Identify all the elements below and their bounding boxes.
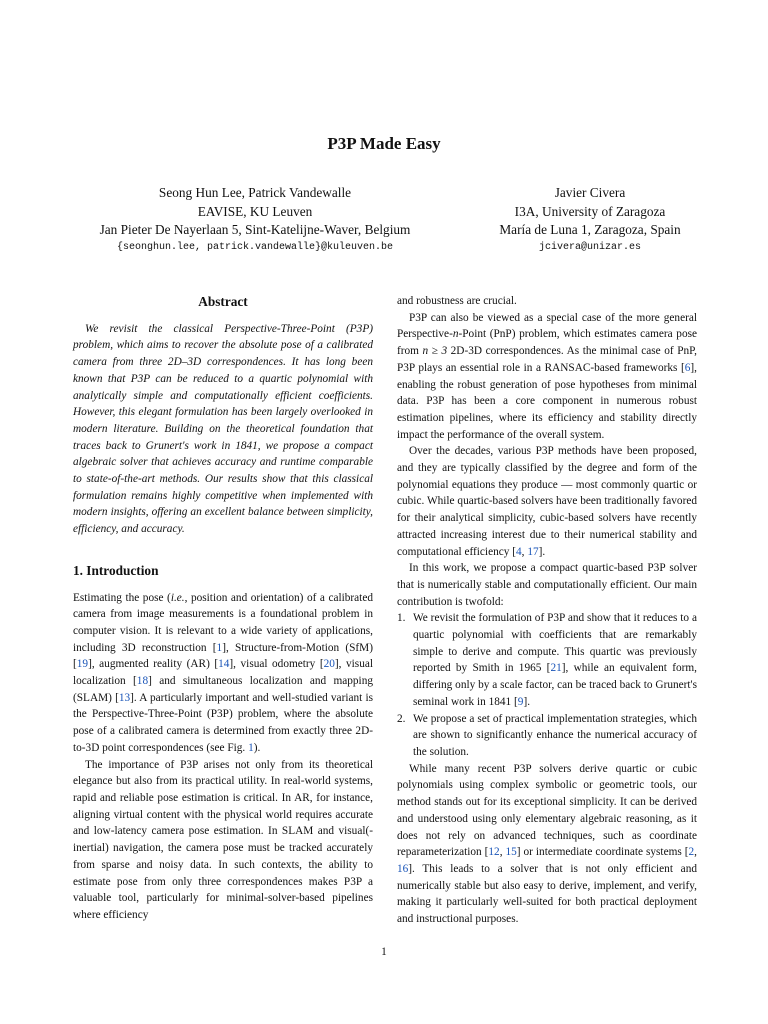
citation-link[interactable]: 17	[527, 545, 539, 558]
text-span: ], augmented reality (AR) [	[88, 658, 219, 671]
text-span: P3P can also be viewed as a special case of the more general Perspective-	[397, 311, 697, 341]
text-span: ], while an equivalent form, differing only by a scale factor, can be traced back to Grunert's seminal work in 1841 [	[413, 662, 697, 708]
text-span: While many recent P3P solvers derive quartic or cubic polynomials using complex symbolic or geometric tools, our method stands out for its exceptional simplicity. It can be derived and understood using only elementary algebraic reasoning, as it does not rely on advanced techniques, such as coordinate reparameterization [	[397, 762, 697, 859]
text-span: i.e.	[170, 591, 185, 604]
text-span: ].	[523, 695, 531, 708]
intro-paragraph-1	[73, 590, 373, 757]
text-span: ], enabling the robust generation of pose hypotheses from minimal data. P3P has been a core component in numerous robust estimation pipelines, where its efficiency and stability directly impact the performance of the overall system.	[397, 361, 697, 441]
right-paragraph-2	[397, 443, 697, 560]
text-span: Over the decades, various P3P methods have been proposed, and they are typically classified by the degree and form of the polynomial equations they produce — most commonly quartic or cubic. While quartic-based solvers have been traditionally favored for their analytical simplicity, cubic-based solvers have recently attracted increasing interest due to their numerical stability and computational efficiency [	[397, 445, 697, 558]
citation-link[interactable]: 2	[688, 846, 695, 859]
math-n: n	[452, 328, 459, 341]
author-names-right: Javier Civera	[554, 185, 626, 200]
text-span: Estimating the pose (	[73, 591, 171, 604]
page-number: 1	[381, 946, 387, 958]
citation-link[interactable]: 15	[505, 846, 517, 859]
citation-link[interactable]: 20	[323, 658, 335, 671]
citation-link[interactable]: 12	[488, 846, 500, 859]
author-address-left: Jan Pieter De Nayerlaan 5, Sint-Katelijne-Waver, Belgium	[99, 222, 411, 237]
right-paragraph-3: In this work, we propose a compact quartic-based P3P solver that is numerically stable and computationally efficient. Our main contribution is twofold:	[397, 562, 697, 608]
text-span: We propose a set of practical implementation strategies, which are shown to significantly enhance the numerical accuracy of the solution.	[413, 712, 697, 758]
text-span: ] and simultaneous localization and mapping (SLAM) [	[73, 675, 373, 704]
citation-link[interactable]: 16	[397, 862, 409, 875]
text-span: ] or intermediate coordinate systems [	[516, 846, 689, 859]
text-span: ].	[538, 545, 546, 558]
citation-link[interactable]: 19	[76, 658, 89, 671]
abstract-heading: Abstract	[198, 294, 248, 309]
right-paragraph-0: and robustness are crucial.	[397, 295, 517, 307]
text-span: ,	[521, 545, 528, 558]
list-number: 2.	[397, 712, 406, 725]
citation-link[interactable]: 4	[516, 545, 522, 558]
text-span: ], visual odometry [	[229, 658, 324, 671]
math-inequality: n ≥ 3	[422, 345, 448, 358]
author-address-right: María de Luna 1, Zaragoza, Spain	[499, 222, 681, 237]
paper-title: P3P Made Easy	[327, 134, 441, 153]
text-span: ], Structure-from-Motion (SfM) [	[73, 641, 373, 671]
text-span: ,	[499, 846, 506, 859]
figure-link[interactable]: 1	[248, 741, 254, 754]
text-span: ,	[694, 846, 697, 859]
affiliation-left	[60, 184, 450, 256]
citation-link[interactable]: 9	[517, 695, 524, 708]
list-number: 1.	[397, 612, 406, 625]
section-heading-introduction: 1. Introduction	[73, 562, 159, 578]
text-span: ).	[253, 741, 261, 754]
contribution-item	[397, 610, 697, 710]
author-email-left: {seonghun.lee, patrick.vandewalle}@kuleuven.be	[116, 241, 394, 253]
contribution-item	[397, 711, 697, 761]
author-org-left: EAVISE, KU Leuven	[197, 203, 313, 219]
right-paragraph-4	[397, 761, 697, 928]
author-email-right: jcivera@unizar.es	[538, 241, 642, 253]
affiliation-right	[455, 184, 725, 256]
left-column	[73, 293, 373, 924]
right-column	[397, 293, 697, 928]
text-span: ]. A particularly important and well-studied variant is the Perspective-Three-Point (P3P) problem, where the absolute pose of a calibrated camera is determined from exactly three 2D-to-3D point correspondences (see Fig.	[73, 691, 373, 754]
citation-link[interactable]: 14	[218, 658, 230, 671]
citation-link[interactable]: 21	[550, 662, 562, 675]
text-span: ], visual localization [	[73, 658, 373, 688]
right-paragraph-1	[397, 310, 697, 444]
author-names-left: Seong Hun Lee, Patrick Vandewalle	[158, 185, 352, 200]
abstract-text: We revisit the classical Perspective-Three-Point (P3P) problem, which aims to recover the absolute pose of a calibrated camera from three 2D–3D correspondences. It has long been known that P3P can be reduced to a quartic polynomial with analytically simple and computationally efficient coefficients. However, this elegant formulation has been largely overlooked in modern literature. Building on the theoretical foundation that traces back to Grunert's work in 1841, we propose a compact algebraic solver that achieves accuracy and runtime comparable to state-of-the-art methods. Our results show that this classical formulation remains highly competitive when implemented with modern insights, offering an excellent balance between simplicity, efficiency, and accuracy.	[73, 322, 373, 536]
text-span: ]. This leads to a solver that is not only efficient and numerically stable but also easy to derive, implement, and verify, making it particularly well-suited for both practical deployment and instructional purposes.	[397, 862, 697, 926]
citation-link[interactable]: 13	[118, 691, 131, 704]
text-span: -Point (PnP) problem, which estimates camera pose from	[397, 328, 697, 358]
citation-link[interactable]: 1	[216, 641, 223, 654]
citation-link[interactable]: 6	[684, 361, 691, 374]
text-span: , position and orientation) of a calibrated camera from image measurements is a foundational problem in computer vision. It is relevant to a wide variety of applications, including 3D reconstruction [	[73, 591, 373, 654]
author-org-right: I3A, University of Zaragoza	[514, 203, 666, 219]
citation-link[interactable]: 18	[136, 675, 149, 688]
contribution-list	[397, 610, 697, 760]
text-span: We revisit the formulation of P3P and show that it reduces to a quartic polynomial with coefficients that are remarkably simple to derive and compute. This quartic was previously reported by Smith in 1965 [	[413, 612, 697, 675]
intro-paragraph-2: The importance of P3P arises not only from its theoretical elegance but also from its practical utility. In real-world systems, rapid and reliable pose estimation is critical. In AR, for instance, aligning virtual content with the physical world requires accurate and low-latency camera pose estimation. In SLAM and visual(-inertial) navigation, the camera pose must be tracked accurately from sparse and noisy data. In such contexts, the ability to estimate pose from only three correspondences makes P3P a valuable tool, particularly for minimal-solver-based pipelines where efficiency	[73, 758, 373, 921]
text-span: 2D-3D correspondences. As the minimal case of PnP, P3P plays an essential role in a RANSAC-based frameworks [	[397, 345, 697, 374]
